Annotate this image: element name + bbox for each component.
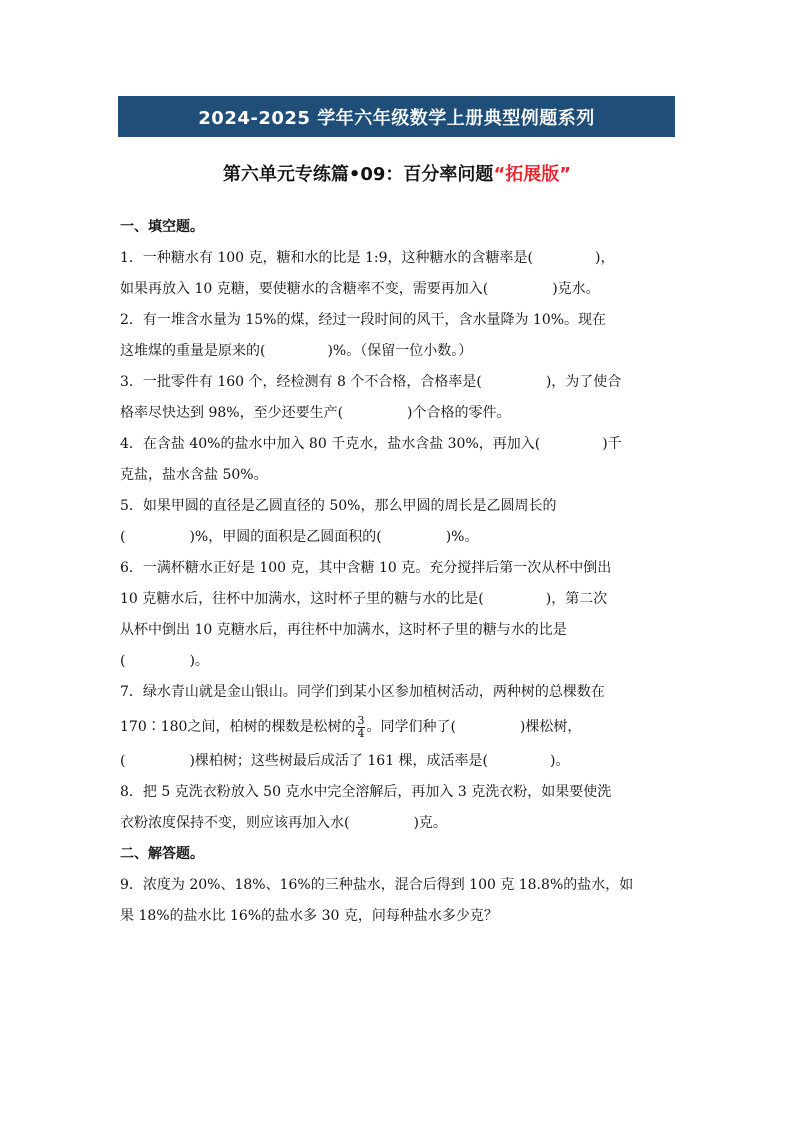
q8-text-c: )克。 [413,815,447,831]
q4-text-b: )千 [602,436,622,452]
q7-text-a: 7．绿水青山就是金山银山。同学们到某小区参加植树活动，两种树的总棵数在 [120,684,605,700]
q2-text-a: 2．有一堆含水量为 15%的煤，经过一段时间的风干，含水量降为 10%。现在 [120,312,607,328]
subtitle-main: 第六单元专练篇•09：百分率问题 [222,164,494,185]
q6-text-c: )，第二次 [545,591,608,607]
q8-text-b: 衣粉浓度保持不变，则应该再加入水( [120,815,350,831]
question-1 [120,243,672,305]
q7-text-b: 170∶180之间，柏树的棵数是松树的 [120,719,356,735]
q3-text-a: 3．一批零件有 160 个，经检测有 8 个不合格，合格率是( [120,374,482,390]
q5-text-d: )%。 [445,529,479,545]
q5-text-a: 5．如果甲圆的直径是乙圆直径的 50%，那么甲圆的周长是乙圆周长的 [120,498,557,514]
question-6 [120,553,672,677]
q3-text-c: 格率尽快达到 98%，至少还要生产( [120,405,344,421]
section-answer-title: 二、解答题。 [120,846,204,862]
q5-text-b: ( [120,529,126,545]
q7-text-d: )棵松树， [519,719,582,735]
banner-title: 2024-2025 学年六年级数学上册典型例题系列 [198,107,595,129]
q6-text-e: ( [120,653,126,669]
q9-text-b: 果 18%的盐水比 16%的盐水多 30 克，问每种盐水多少克？ [120,908,498,924]
q1-text-d: )克水。 [552,281,600,297]
title-banner [118,96,675,137]
q6-text-a: 6．一满杯糖水正好是 100 克，其中含糖 10 克。充分搅拌后第一次从杯中倒出 [120,560,612,576]
q4-text-c: 克盐，盐水含盐 50%。 [120,467,268,483]
q1-text-c: 如果再放入 10 克糖，要使糖水的含糖率不变，需要再加入( [120,281,489,297]
q2-text-c: )%。（保留一位小数。） [327,343,473,359]
q7-fraction-numerator: 3 [357,713,365,727]
q7-text-g: )。 [550,753,570,769]
q1-text-b: )， [594,250,615,266]
q7-text-c: 。同学们种了( [366,719,456,735]
question-9 [120,870,672,932]
q7-fraction [356,715,365,740]
q2-text-b: 这堆煤的重量是原来的( [120,343,266,359]
q6-text-b: 10 克糖水后，往杯中加满水，这时杯子里的糖与水的比是( [120,591,484,607]
subtitle [0,160,794,186]
worksheet-content [120,212,672,932]
q6-text-f: )。 [189,653,209,669]
q9-text-a: 9．浓度为 20%、18%、16%的三种盐水，混合后得到 100 克 18.8%的盐水，如 [120,877,634,893]
question-3 [120,367,672,429]
q1-text-a: 1．一种糖水有 100 克，糖和水的比是 1:9，这种糖水的含糖率是( [120,250,533,266]
q6-text-d: 从杯中倒出 10 克糖水后，再往杯中加满水，这时杯子里的糖与水的比是 [120,622,567,638]
q5-text-c: )%，甲圆的面积是乙圆面积的( [189,529,382,545]
question-5 [120,491,672,553]
q7-fraction-denominator: 4 [357,726,365,740]
question-8 [120,777,672,839]
section-fill-in-title: 一、填空题。 [120,219,204,235]
question-7 [120,677,672,777]
q4-text-a: 4．在含盐 40%的盐水中加入 80 千克水，盐水含盐 30%，再加入( [120,436,541,452]
q7-text-f: )棵柏树；这些树最后成活了 161 棵，成活率是( [189,753,489,769]
subtitle-accent: “拓展版” [493,164,572,185]
q3-text-d: )个合格的零件。 [407,405,511,421]
question-2 [120,305,672,367]
q3-text-b: )，为了使合 [545,374,622,390]
question-4 [120,429,672,491]
q7-text-e: ( [120,753,126,769]
q8-text-a: 8．把 5 克洗衣粉放入 50 克水中完全溶解后，再加入 3 克洗衣粉，如果要使洗 [120,784,612,800]
